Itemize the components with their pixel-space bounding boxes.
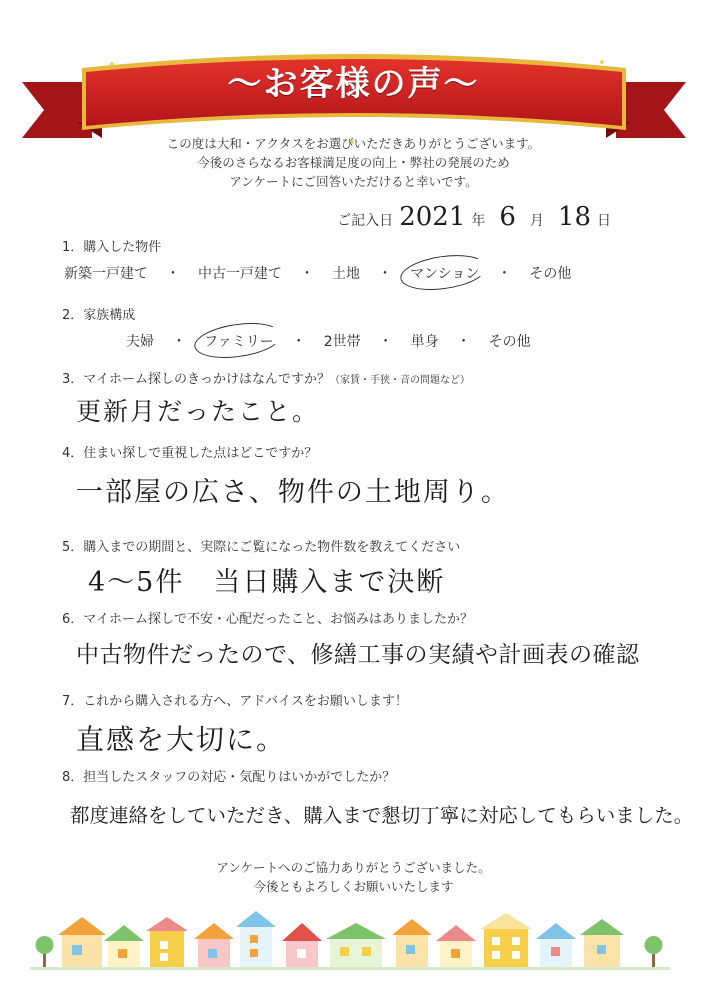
- page-title: 〜お客様の声〜: [227, 64, 480, 104]
- house-icon: [146, 917, 188, 967]
- separator: ・: [300, 266, 314, 282]
- date-day-unit: 日: [597, 213, 611, 229]
- option-mansion-selected: [410, 263, 479, 283]
- house-icon: [194, 923, 234, 967]
- question-5: 5．購入までの期間と、実際にご覧になった物件数を教えてください: [62, 540, 461, 555]
- selection-circle: [192, 318, 283, 363]
- house-icon: [480, 913, 532, 967]
- answer-5: 4〜5件 当日購入まで決断: [88, 567, 446, 598]
- question-3: [62, 368, 470, 387]
- option-family-selected: [204, 331, 274, 351]
- intro-line: アンケートにご回答いただけると幸いです。: [229, 174, 478, 189]
- date-year-unit: 年: [471, 213, 486, 229]
- separator: ・: [291, 334, 306, 350]
- closing-line: アンケートへのご協力ありがとうございました。: [216, 860, 491, 875]
- option-two-generation: 2世帯: [323, 334, 361, 350]
- answer-7: 直感を大切に。: [76, 723, 287, 756]
- answer-3: 更新月だったこと。: [76, 397, 320, 426]
- house-icon: [236, 911, 276, 967]
- intro-line: この度は大和・アクタスをお選びいただきありがとうございます。: [166, 136, 541, 151]
- option-other: その他: [488, 334, 531, 350]
- date-day: 18: [557, 202, 591, 232]
- option-used-house: 中古一戸建て: [198, 266, 282, 282]
- separator: ・: [172, 334, 186, 350]
- question-6: 6．マイホーム探しで不安・心配だったこと、お悩みはありましたか？: [62, 612, 474, 627]
- closing-line: 今後ともよろしくお願いいたします: [253, 879, 454, 894]
- date-month: 6: [499, 202, 516, 232]
- house-icon: [104, 925, 144, 967]
- question-3-label: 3．マイホーム探しのきっかけはなんですか？: [62, 372, 331, 387]
- date-year: 2021: [399, 202, 466, 232]
- question-1-options: [64, 263, 571, 283]
- houses-illustration: [0, 905, 707, 975]
- option-other: その他: [529, 266, 572, 282]
- question-2-options: [126, 331, 531, 351]
- question-1: 1．購入した物件: [62, 240, 162, 255]
- option-family-label: ファミリー: [204, 334, 274, 350]
- house-icon: [436, 925, 476, 967]
- option-new-house: 新築一戸建て: [64, 266, 148, 282]
- house-icon: [392, 919, 432, 967]
- option-single: 単身: [410, 334, 439, 350]
- closing-text: [0, 858, 707, 896]
- date-month-unit: 月: [529, 213, 544, 229]
- question-7: 7．これから購入される方へ、アドバイスをお願いします！: [62, 694, 408, 709]
- house-icon: [58, 917, 106, 967]
- separator: ・: [497, 266, 512, 282]
- selection-circle: [398, 250, 489, 295]
- tree-icon: [36, 936, 54, 967]
- date-label: ご記入日: [337, 213, 394, 229]
- question-2: 2．家族構成: [62, 308, 136, 323]
- answer-4: 一部屋の広さ、物件の土地周り。: [76, 477, 510, 508]
- option-mansion-label: マンション: [410, 266, 480, 282]
- separator: ・: [378, 266, 392, 282]
- answer-8: 都度連絡をしていただき、購入まで懇切丁寧に対応してもらいました。: [70, 804, 694, 827]
- intro-text: [0, 134, 707, 191]
- option-land: 土地: [332, 266, 360, 282]
- house-icon: [282, 923, 322, 967]
- answer-6: 中古物件だったので、修繕工事の実績や計画表の確認: [76, 642, 640, 668]
- house-icon: [536, 923, 576, 967]
- separator: ・: [378, 334, 393, 350]
- separator: ・: [166, 266, 180, 282]
- tree-icon: [645, 936, 663, 967]
- question-3-note: （家賃・手狭・音の問題など）: [330, 375, 471, 386]
- house-icon: [580, 919, 624, 967]
- intro-line: 今後のさらなるお客様満足度の向上・弊社の発展のため: [197, 155, 510, 170]
- house-icon: [326, 923, 386, 967]
- separator: ・: [456, 334, 471, 350]
- question-8: 8．担当したスタッフの対応・気配りはいかがでしたか？: [62, 770, 396, 785]
- entry-date: [337, 200, 611, 230]
- option-couple: 夫婦: [126, 334, 154, 350]
- question-4: 4．住まい探しで重視した点はどこですか？: [62, 446, 318, 461]
